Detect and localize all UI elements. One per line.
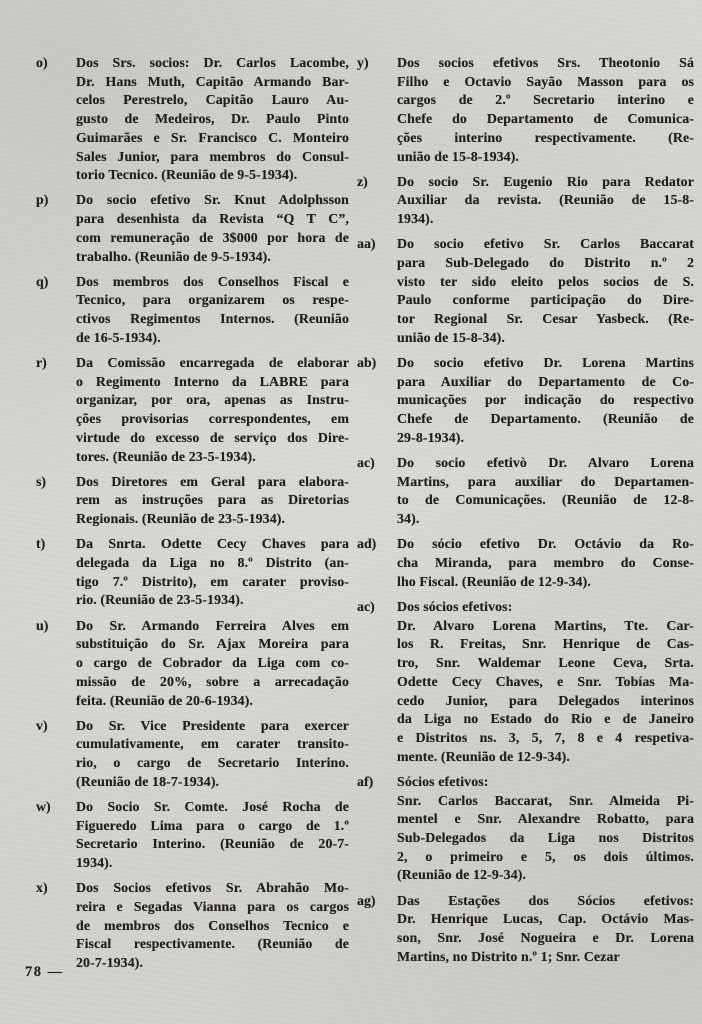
text-line: Guimarães e Sr. Francisco C. Monteiro xyxy=(76,130,349,146)
text-line: mentel e Snr. Alexandre Robatto, para xyxy=(397,812,694,828)
text-line: 20-7-1934). xyxy=(76,956,144,972)
item-label: x) xyxy=(36,881,48,897)
list-item xyxy=(36,799,349,874)
text-line: celos Perestrelo, Capitão Lauro Au- xyxy=(76,93,349,109)
item-body xyxy=(397,236,694,348)
text-line: Dr. Henrique Lucas, Cap. Octávio Mas- xyxy=(397,912,694,928)
text-line: Dos Srs. socios: Dr. Carlos Lacombe, xyxy=(76,56,349,71)
item-body xyxy=(76,355,349,467)
list-item xyxy=(36,536,349,611)
item-label: q) xyxy=(36,274,49,290)
list-item xyxy=(357,355,694,449)
text-line: Chefe de Departamento. (Reunião de xyxy=(397,412,694,428)
item-label: r) xyxy=(36,356,47,372)
page-number: 78 — xyxy=(25,964,64,980)
item-body xyxy=(76,618,349,712)
text-line: tor Regional Sr. Cesar Yasbeck. (Re- xyxy=(397,312,694,328)
text-line: união de 15-8-1934). xyxy=(397,149,520,165)
list-item xyxy=(36,618,349,712)
item-label: af) xyxy=(357,774,374,790)
text-line: cedo Junior, para Delegados interinos xyxy=(397,693,694,709)
text-line: missão de 20%, sobre a arrecadação xyxy=(76,674,349,690)
text-line: tigo 7.º Distrito), em carater proviso- xyxy=(76,574,349,590)
text-line: Sócios efetivos: xyxy=(397,774,489,790)
text-line: com remuneração de 3$000 por hora de xyxy=(76,230,349,246)
text-line: cha Miranda, para membro do Conse- xyxy=(397,556,694,572)
list-item xyxy=(357,536,694,592)
text-line: Dr. Alvaro Lorena Martins, Tte. Car- xyxy=(397,618,694,634)
list-item xyxy=(36,55,349,186)
item-body xyxy=(76,536,349,611)
item-body xyxy=(76,55,349,186)
list-item xyxy=(357,599,694,767)
list-item xyxy=(357,174,694,230)
item-label: ad) xyxy=(357,537,377,553)
text-line: Dos sócios efetivos: xyxy=(397,599,513,615)
text-line: Auxiliar da revista. (Reunião de 15-8- xyxy=(397,193,694,209)
right-column xyxy=(357,55,694,974)
item-body xyxy=(76,274,349,349)
text-line: Do socio efetivò Dr. Alvaro Lorena xyxy=(397,456,694,472)
text-line: o Regimento Interno da LABRE para xyxy=(76,374,349,390)
text-line: visto ter sido eleito pelos socios de S. xyxy=(397,274,694,290)
text-line: Dr. Hans Muth, Capitão Armando Bar- xyxy=(76,74,349,90)
text-line: Secretario Interino. (Reunião de 20-7- xyxy=(76,837,349,853)
text-line: Regionais. (Reunião de 23-5-1934). xyxy=(76,512,286,528)
text-line: Odette Cecy Chaves, e Snr. Tobías Ma- xyxy=(397,674,694,690)
text-line: e Distritos ns. 3, 5, 7, 8 e 4 respetiva- xyxy=(397,730,694,746)
list-item xyxy=(357,774,694,886)
text-line: gusto de Medeiros, Dr. Paulo Pinto xyxy=(76,112,349,128)
item-body xyxy=(397,55,694,167)
text-line: Filho e Octavio Sayão Masson para os xyxy=(397,74,694,90)
text-line: Do Socio Sr. Comte. José Rocha de xyxy=(76,800,349,816)
text-line: Do socio efetivo Sr. Knut Adolphsson xyxy=(76,193,349,209)
text-line: (Reunião de 18-7-1934). xyxy=(76,774,220,790)
left-column xyxy=(36,55,349,980)
list-item xyxy=(36,880,349,974)
text-line: reira e Segadas Vianna para os cargos xyxy=(76,900,349,916)
text-line: Chefe do Departamento de Comunica- xyxy=(397,112,694,128)
item-label: ac) xyxy=(357,456,375,472)
text-line: rio, o cargo de Secretario Interino. xyxy=(76,756,349,772)
text-line: o cargo de Cobrador da Liga com co- xyxy=(76,656,349,672)
list-item xyxy=(36,355,349,467)
text-line: tro, Snr. Waldemar Leone Ceva, Srta. xyxy=(397,656,694,672)
text-line: virtude do excesso de serviço dos Dire- xyxy=(76,430,349,446)
text-line: Da Comissão encarregada de elaborar xyxy=(76,356,349,372)
item-label: aa) xyxy=(357,237,376,253)
text-line: 1934). xyxy=(76,856,113,872)
text-line: para desenhista da Revista “Q T C”, xyxy=(76,212,349,228)
list-item xyxy=(357,455,694,530)
item-body xyxy=(76,880,349,974)
text-line: Das Estações dos Sócios efetivos: xyxy=(397,893,694,909)
text-line: substituição do Sr. Ajax Moreira para xyxy=(76,637,349,653)
text-line: Da Snrta. Odette Cecy Chaves para xyxy=(76,537,349,553)
text-line: 2, o primeiro e 5, os dois últimos. xyxy=(397,849,694,865)
item-label: t) xyxy=(36,537,46,553)
text-line: Do socio Sr. Eugenio Rio para Redator xyxy=(397,174,694,190)
text-line: cumulativamente, em carater transito- xyxy=(76,737,349,753)
item-label: u) xyxy=(36,618,49,634)
list-item xyxy=(357,236,694,348)
item-body xyxy=(397,455,694,530)
text-line: los R. Freitas, Snr. Henrique de Cas- xyxy=(397,637,694,653)
text-line: Martins, para auxiliar do Departamen- xyxy=(397,474,694,490)
text-line: mente. (Reunião de 12-9-34). xyxy=(397,749,570,765)
text-line: Snr. Carlos Baccarat, Snr. Almeida Pi- xyxy=(397,793,694,809)
text-line: Do Sr. Armando Ferreira Alves em xyxy=(76,618,349,634)
text-line: de membros dos Conselhos Tecnico e xyxy=(76,918,349,934)
text-line: união de 15-8-34). xyxy=(397,330,505,346)
text-line: Do socio efetivo Sr. Carlos Baccarat xyxy=(397,237,694,253)
text-line: Dos membros dos Conselhos Fiscal e xyxy=(76,274,349,290)
text-line: Dos Socios efetivos Sr. Abrahão Mo- xyxy=(76,881,349,897)
text-line: ções interino respectivamente. (Re- xyxy=(397,130,694,146)
text-line: torio Tecnico. (Reunião de 9-5-1934). xyxy=(76,168,298,184)
text-line: de 16-5-1934). xyxy=(76,330,161,346)
text-line: lho Fiscal. (Reunião de 12-9-34). xyxy=(397,574,591,590)
item-body xyxy=(397,774,694,886)
text-line: feita. (Reunião de 20-6-1934). xyxy=(76,693,253,709)
item-body xyxy=(76,799,349,874)
item-body xyxy=(397,355,694,449)
text-line: ctivos Regimentos Internos. (Reunião xyxy=(76,312,349,328)
text-line: tores. (Reunião de 23-5-1934). xyxy=(76,449,256,465)
item-label: y) xyxy=(357,56,369,71)
text-line: Tecnico, para organizarem os respe- xyxy=(76,293,349,309)
item-body xyxy=(76,192,349,267)
text-line: cargos de 2.º Secretario interino e xyxy=(397,93,694,109)
text-line: son, Snr. José Nogueira e Dr. Lorena xyxy=(397,930,694,946)
item-label: o) xyxy=(36,56,48,71)
item-label: ag) xyxy=(357,893,376,909)
text-line: municações por indicação do respectivo xyxy=(397,393,694,409)
text-line: (Reunião de 12-9-34). xyxy=(397,868,527,884)
text-line: organizar, por ora, apenas as Instru- xyxy=(76,393,349,409)
text-line: Do socio efetivo Dr. Lorena Martins xyxy=(397,356,694,372)
text-line: rem as instruções para as Diretorias xyxy=(76,493,349,509)
item-body xyxy=(397,893,694,968)
item-body xyxy=(76,474,349,530)
item-label: z) xyxy=(357,174,368,190)
list-item xyxy=(36,274,349,349)
item-label: w) xyxy=(36,800,51,816)
text-line: delegada da Liga no 8.º Distrito (an- xyxy=(76,556,349,572)
text-line: Do sócio efetivo Dr. Octávio da Ro- xyxy=(397,537,694,553)
list-item xyxy=(357,55,694,167)
item-body xyxy=(76,718,349,793)
text-line: Dos socios efetivos Srs. Theotonio Sá xyxy=(397,56,694,71)
list-item xyxy=(36,474,349,530)
list-item xyxy=(357,893,694,968)
item-label: v) xyxy=(36,718,48,734)
text-line: Sub-Delegados da Liga nos Distritos xyxy=(397,830,694,846)
text-line: 29-8-1934). xyxy=(397,430,465,446)
item-label: ab) xyxy=(357,356,377,372)
item-label: ac) xyxy=(357,599,375,615)
text-line: Fiscal respectivamente. (Reunião de xyxy=(76,937,349,953)
item-label: p) xyxy=(36,193,49,209)
item-body xyxy=(397,536,694,592)
item-body xyxy=(397,174,694,230)
list-item xyxy=(36,718,349,793)
text-line: para Sub-Delegado do Distrito n.º 2 xyxy=(397,256,694,272)
text-line: para Auxiliar do Departamento de Co- xyxy=(397,374,694,390)
text-line: Martins, no Distrito n.º 1; Snr. Cezar xyxy=(397,949,620,965)
text-line: Do Sr. Vice Presidente para exercer xyxy=(76,718,349,734)
list-item xyxy=(36,192,349,267)
item-label: s) xyxy=(36,474,47,490)
text-line: ções provisorias correspondentes, em xyxy=(76,412,349,428)
text-line: Dos Diretores em Geral para elabora- xyxy=(76,474,349,490)
text-line: da Liga no Estado do Rio e de Janeiro xyxy=(397,712,694,728)
text-line: Sales Junior, para membros do Consul- xyxy=(76,149,349,165)
text-line: to de Comunicações. (Reunião de 12-8- xyxy=(397,493,694,509)
item-body xyxy=(397,599,694,767)
text-line: trabalho. (Reunião de 9-5-1934). xyxy=(76,249,271,265)
text-line: Paulo conforme participação do Dire- xyxy=(397,293,694,309)
text-line: rio. (Reunião de 23-5-1934). xyxy=(76,593,244,609)
text-line: Figueredo Lima para o cargo de 1.º xyxy=(76,818,349,834)
text-line: 1934). xyxy=(397,212,434,228)
text-line: 34). xyxy=(397,512,420,528)
